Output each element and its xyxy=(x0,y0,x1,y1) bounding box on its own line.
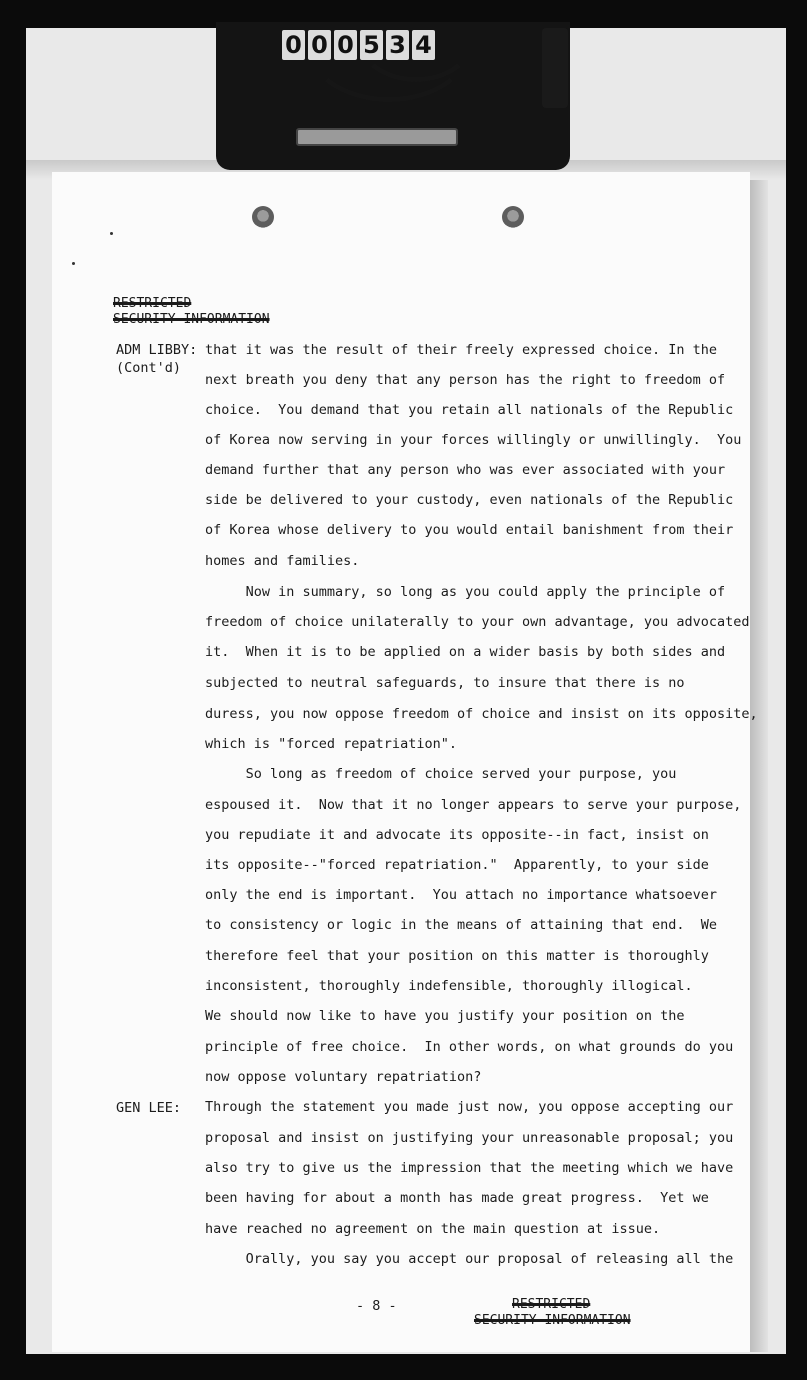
counter-digit: 3 xyxy=(386,30,409,60)
text-line: therefore feel that your position on this matter is thoroughly xyxy=(205,948,709,964)
counter-digit: 0 xyxy=(308,30,331,60)
paper-edge-shadow xyxy=(750,180,768,1352)
speaker-continued-note: (Cont'd) xyxy=(116,360,182,376)
text-line: have reached no agreement on the main question at issue. xyxy=(205,1221,661,1237)
text-line: side be delivered to your custody, even nationals of the Republic xyxy=(205,492,734,508)
text-line: next breath you deny that any person has the right to freedom of xyxy=(205,372,726,388)
text-line: espoused it. Now that it no longer appears to serve your purpose, xyxy=(205,797,742,813)
text-line: homes and families. xyxy=(205,553,360,569)
text-line: of Korea now serving in your forces willingly or unwillingly. You xyxy=(205,432,742,448)
header-stamp-restricted: RESTRICTED xyxy=(113,296,192,311)
text-line: now oppose voluntary repatriation? xyxy=(205,1069,482,1085)
text-line: it. When it is to be applied on a wider basis by both sides and xyxy=(205,644,726,660)
text-line: subjected to neutral safeguards, to insure that there is no xyxy=(205,675,685,691)
text-line: of Korea whose delivery to you would entail banishment from their xyxy=(205,522,734,538)
text-line: We should now like to have you justify your position on the xyxy=(205,1008,685,1024)
dust-speck xyxy=(72,262,75,265)
punch-hole xyxy=(502,206,524,228)
text-line: So long as freedom of choice served your purpose, you xyxy=(205,766,677,782)
text-line: also try to give us the impression that the meeting which we have xyxy=(205,1160,734,1176)
text-line: to consistency or logic in the means of attaining that end. We xyxy=(205,917,718,933)
header-stamp-security-information: SECURITY INFORMATION xyxy=(113,312,270,327)
footer-stamp-restricted: RESTRICTED xyxy=(512,1297,591,1312)
counter-slot xyxy=(296,128,458,146)
text-line: proposal and insist on justifying your unreasonable proposal; you xyxy=(205,1130,734,1146)
text-line: Orally, you say you accept our proposal of releasing all the xyxy=(205,1251,734,1267)
text-line: that it was the result of their freely expressed choice. In the xyxy=(205,342,718,358)
text-line: inconsistent, thoroughly indefensible, thoroughly illogical. xyxy=(205,978,693,994)
footer-stamp-security-information: SECURITY INFORMATION xyxy=(474,1313,631,1328)
text-line: choice. You demand that you retain all nationals of the Republic xyxy=(205,402,734,418)
text-line: which is "forced repatriation". xyxy=(205,736,457,752)
counter-digit: 4 xyxy=(412,30,435,60)
text-line: been having for about a month has made great progress. Yet we xyxy=(205,1190,709,1206)
page-number: - 8 - xyxy=(356,1298,397,1314)
frame-counter-digits xyxy=(282,30,435,60)
counter-digit: 5 xyxy=(360,30,383,60)
counter-digit: 0 xyxy=(334,30,357,60)
text-line: its opposite--"forced repatriation." Apparently, to your side xyxy=(205,857,709,873)
dust-speck xyxy=(110,232,113,235)
speaker-label-gen-lee: GEN LEE: xyxy=(116,1100,182,1116)
text-line: demand further that any person who was ever associated with your xyxy=(205,462,726,478)
counter-knob xyxy=(542,28,568,108)
counter-digit: 0 xyxy=(282,30,305,60)
text-line: principle of free choice. In other words, on what grounds do you xyxy=(205,1039,734,1055)
text-line: freedom of choice unilaterally to your own advantage, you advocated xyxy=(205,614,750,630)
punch-hole xyxy=(252,206,274,228)
text-line: duress, you now oppose freedom of choice and insist on its opposite, xyxy=(205,706,758,722)
text-line: only the end is important. You attach no importance whatsoever xyxy=(205,887,718,903)
speaker-label-adm-libby: ADM LIBBY: xyxy=(116,342,198,358)
text-line: you repudiate it and advocate its opposite--in fact, insist on xyxy=(205,827,709,843)
text-line: Now in summary, so long as you could apply the principle of xyxy=(205,584,726,600)
text-line: Through the statement you made just now, you oppose accepting our xyxy=(205,1099,734,1115)
